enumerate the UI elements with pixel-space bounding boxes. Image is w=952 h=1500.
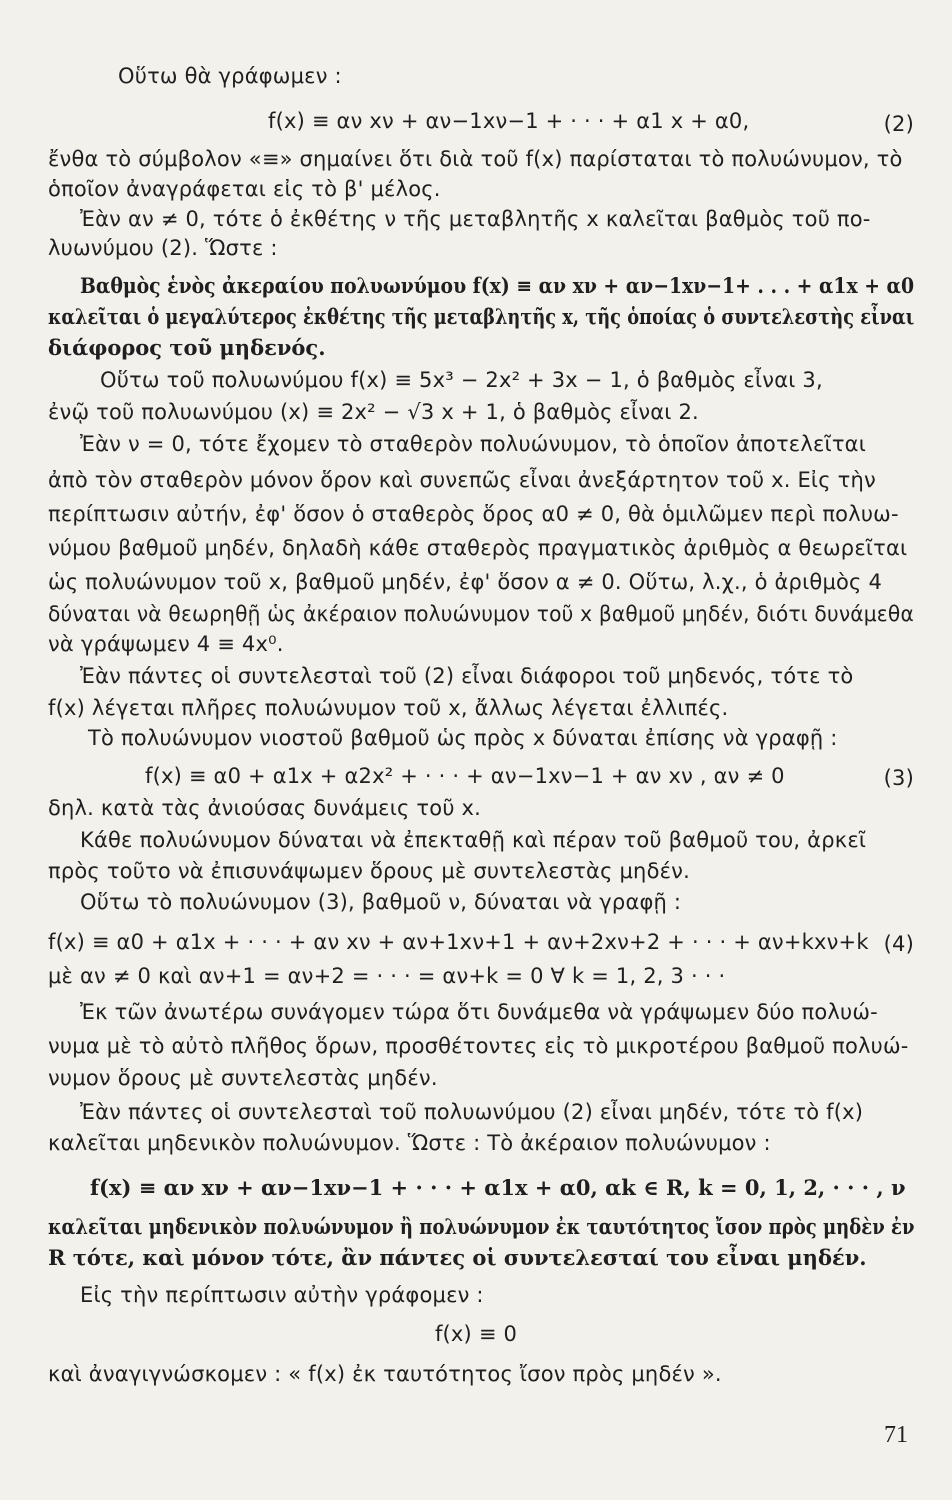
text-line: λυωνύμου (2). Ὥστε :	[48, 236, 278, 260]
text-line: δηλ. κατὰ τὰς ἀνιούσας δυνάμεις τοῦ x.	[48, 796, 482, 820]
definition-line: διάφορος τοῦ μηδενός.	[48, 335, 326, 360]
text-line: πρὸς τοῦτο νὰ ἐπισυνάψωμεν ὅρους μὲ συντελεστὰς μηδέν.	[48, 859, 690, 883]
equation-number: (3)	[883, 766, 914, 790]
text-line: ἀπὸ τὸν σταθερὸν μόνον ὅρον καὶ συνεπῶς εἶναι ἀνεξάρτητον τοῦ x. Εἰς τὴν	[48, 468, 876, 492]
definition-line: καλεῖται μηδενικὸν πολυώνυμον ἢ πολυώνυμον ἐκ ταυτότητος ἴσον πρὸς μηδὲν ἐν	[48, 1214, 915, 1239]
text-line: νύμου βαθμοῦ μηδέν, δηλαδὴ κάθε σταθερὸς πραγματικὸς ἀριθμὸς α θεωρεῖται	[48, 536, 908, 560]
text-line: καλεῖται μηδενικὸν πολυώνυμον. Ὥστε : Τὸ ἀκέραιον πολυώνυμον :	[48, 1131, 771, 1155]
text-line: ὁποῖον ἀναγράφεται εἰς τὸ β' μέλος.	[48, 177, 441, 201]
text-line: ὡς πολυώνυμον τοῦ x, βαθμοῦ μηδέν, ἐφ' ὅσον α ≠ 0. Οὕτω, λ.χ., ὁ ἀριθμὸς 4	[48, 570, 883, 594]
page-number: 71	[884, 1422, 908, 1448]
equation-4: f(x) ≡ α0 + α1x + · · · + αν xν + αν+1xν+1 + αν+2xν+2 + · · · + αν+kxν+k	[48, 930, 869, 954]
definition-line: Βαθμὸς ἑνὸς ἀκεραίου πολυωνύμου f(x) ≡ αν xν + αν−1xν−1+ . . . + α1x + α0	[80, 273, 915, 298]
text-line: Κάθε πολυώνυμον δύναται νὰ ἐπεκταθῇ καὶ πέραν τοῦ βαθμοῦ του, ἀρκεῖ	[80, 828, 867, 852]
text-line: Ἐὰν ν = 0, τότε ἔχομεν τὸ σταθερὸν πολυώνυμον, τὸ ὁποῖον ἀποτελεῖται	[80, 432, 867, 456]
definition-line: R τότε, καὶ μόνον τότε, ἂν πάντες οἱ συντελεσταί του εἶναι μηδέν.	[48, 1245, 867, 1270]
text-line: Ἐκ τῶν ἀνωτέρω συνάγομεν τώρα ὅτι δυνάμεθα νὰ γράψωμεν δύο πολυώ-	[80, 1000, 878, 1024]
text-line: Ἐὰν αν ≠ 0, τότε ὁ ἐκθέτης ν τῆς μεταβλητῆς x καλεῖται βαθμὸς τοῦ πο-	[80, 207, 871, 231]
equation-number: (4)	[883, 932, 914, 956]
text-line: ἔνθα τὸ σύμβολον «≡» σημαίνει ὅτι διὰ τοῦ f(x) παρίσταται τὸ πολυώνυμον, τὸ	[48, 147, 903, 171]
text-line: Ἐὰν πάντες οἱ συντελεσταὶ τοῦ πολυωνύμου (2) εἶναι μηδέν, τότε τὸ f(x)	[80, 1100, 864, 1124]
definition-equation: f(x) ≡ αν xν + αν−1xν−1 + · · · + α1x + α0, αk ∈ R, k = 0, 1, 2, · · · , ν	[90, 1175, 906, 1200]
equation-3: f(x) ≡ α0 + α1x + α2x² + · · · + αν−1xν−1 + αν xν , αν ≠ 0	[145, 764, 785, 788]
text-line: νυμα μὲ τὸ αὐτὸ πλῆθος ὅρων, προσθέτοντες εἰς τὸ μικροτέρου βαθμοῦ πολυώ-	[48, 1034, 909, 1058]
text-line: Οὕτω θὰ γράφωμεν :	[118, 64, 342, 88]
equation-2: f(x) ≡ αν xν + αν−1xν−1 + · · · + α1 x + α0,	[268, 109, 750, 133]
text-line: f(x) λέγεται πλῆρες πολυώνυμον τοῦ x, ἄλλως λέγεται ἐλλιπές.	[48, 696, 729, 720]
text-line: Ἐὰν πάντες οἱ συντελεσταὶ τοῦ (2) εἶναι διάφοροι τοῦ μηδενός, τότε τὸ	[80, 664, 854, 688]
text-line: περίπτωσιν αὐτήν, ἐφ' ὅσον ὁ σταθερὸς ὅρος α0 ≠ 0, θὰ ὁμιλῶμεν περὶ πολυω-	[48, 502, 899, 526]
text-line: δύναται νὰ θεωρηθῇ ὡς ἀκέραιον πολυώνυμον τοῦ x βαθμοῦ μηδέν, διότι δυνάμεθα	[48, 602, 914, 626]
equation-number: (2)	[883, 112, 914, 136]
text-line: Οὕτω τὸ πολυώνυμον (3), βαθμοῦ ν, δύναται νὰ γραφῇ :	[80, 890, 682, 914]
text-line: νυμον ὅρους μὲ συντελεστὰς μηδέν.	[48, 1066, 438, 1090]
definition-line: καλεῖται ὁ μεγαλύτερος ἐκθέτης τῆς μεταβλητῆς x, τῆς ὁποίας ὁ συντελεστὴς εἶναι	[48, 304, 915, 329]
equation-zero: f(x) ≡ 0	[434, 1322, 518, 1346]
text-line: μὲ αν ≠ 0 καὶ αν+1 = αν+2 = · · · = αν+k = 0 ∀ k = 1, 2, 3 · · ·	[48, 964, 726, 988]
text-line: καὶ ἀναγιγνώσκομεν : « f(x) ἐκ ταυτότητος ἴσον πρὸς μηδέν ».	[48, 1362, 722, 1386]
text-line: Εἰς τὴν περίπτωσιν αὐτὴν γράφομεν :	[80, 1283, 484, 1307]
text-line: νὰ γράψωμεν 4 ≡ 4x⁰.	[48, 632, 284, 656]
text-line: Τὸ πολυώνυμον νιοστοῦ βαθμοῦ ὡς πρὸς x δύναται ἐπίσης νὰ γραφῇ :	[88, 726, 838, 750]
text-line: ἐνῷ τοῦ πολυωνύμου (x) ≡ 2x² − √3 x + 1, ὁ βαθμὸς εἶναι 2.	[48, 400, 699, 424]
text-line: Οὕτω τοῦ πολυωνύμου f(x) ≡ 5x³ − 2x² + 3x − 1, ὁ βαθμὸς εἶναι 3,	[100, 368, 823, 392]
